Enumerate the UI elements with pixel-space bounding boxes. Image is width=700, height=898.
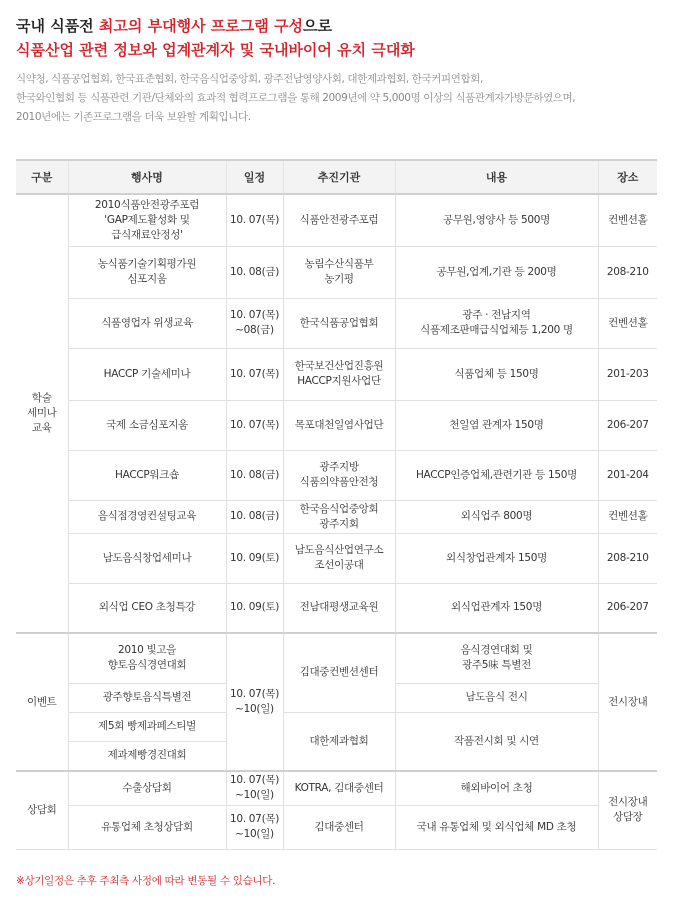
header-organizer: 추진기관	[283, 160, 395, 194]
header-venue: 장소	[598, 160, 657, 194]
table-row	[16, 450, 657, 500]
schedule-notice: ※상기일정은 추후 주최측 사정에 따라 변동될 수 있습니다.	[16, 875, 276, 887]
event-venue: 208-210	[598, 533, 657, 583]
event-venue: 206-207	[598, 583, 657, 633]
category-academic: 학술 세미나 교육	[16, 194, 68, 633]
event-name: 음식점경영컨설팅교육	[68, 500, 226, 533]
event-date: 10. 07(목)	[226, 348, 283, 400]
event-date: 10. 07(목)	[226, 194, 283, 246]
event-organizer: 김대중센터	[283, 805, 395, 849]
event-date: 10. 08(금)	[226, 500, 283, 533]
event-date: 10. 09(토)	[226, 533, 283, 583]
event-venue: 전시장내	[598, 633, 657, 771]
table-row	[16, 400, 657, 450]
event-name: 제과제빵경진대회	[68, 741, 226, 771]
table-row	[16, 633, 657, 683]
event-organizer: 한국식품공업협회	[283, 298, 395, 348]
table-row	[16, 533, 657, 583]
header-category: 구분	[16, 160, 68, 194]
event-content: 식품업체 등 150명	[395, 348, 598, 400]
event-organizer: 대한제과협회	[283, 712, 395, 771]
event-date: 10. 07(목) ~10(일)	[226, 805, 283, 849]
table-row	[16, 583, 657, 633]
event-content: 음식경연대회 및 광주5味 특별전	[395, 633, 598, 683]
table-row	[16, 712, 657, 741]
event-name: 제5회 빵제과페스티벌	[68, 712, 226, 741]
header-date: 일정	[226, 160, 283, 194]
event-content: 국내 유통업체 및 외식업체 MD 초청	[395, 805, 598, 849]
category-event: 이벤트	[16, 633, 68, 771]
event-name: 남도음식창업세미나	[68, 533, 226, 583]
event-organizer: 한국음식업중앙회 광주지회	[283, 500, 395, 533]
event-venue: 전시장내 상담장	[598, 771, 657, 849]
event-organizer: 남도음식산업연구소 조선이공대	[283, 533, 395, 583]
description-line: 식약청, 식품공업협회, 한국표준협회, 한국음식업중앙회, 광주전남영양사회, 대한제과협회, 한국커피연합회,	[16, 73, 483, 85]
description-line: 2010년에는 기존프로그램을 더욱 보완할 계획입니다.	[16, 111, 251, 123]
table-row	[16, 348, 657, 400]
header-content: 내용	[395, 160, 598, 194]
event-content: HACCP인증업체,관련기관 등 150명	[395, 450, 598, 500]
event-name: 유통업체 초청상담회	[68, 805, 226, 849]
headline-line-2: 식품산업 관련 정보와 업계관계자 및 국내바이어 유치 극대화	[16, 41, 415, 59]
event-content: 외식창업관계자 150명	[395, 533, 598, 583]
event-venue: 201-203	[598, 348, 657, 400]
event-name: 광주향토음식특별전	[68, 683, 226, 712]
event-date: 10. 08(금)	[226, 450, 283, 500]
description-line: 한국와인협회 등 식품관련 기관/단체와의 효과적 협력프로그램을 통해 2009년에 약 5,000명 이상의 식품관계자가방문하였으며,	[16, 92, 576, 104]
headline-line-1	[16, 14, 415, 38]
event-date: 10. 07(목) ~08(금)	[226, 298, 283, 348]
event-name: 2010 빛고을 향토음식경연대회	[68, 633, 226, 683]
event-content: 외식업관계자 150명	[395, 583, 598, 633]
event-venue: 컨벤션홀	[598, 500, 657, 533]
event-name: 2010식품안전광주포럼 'GAP제도활성화 및 급식재료안정성'	[68, 194, 226, 246]
event-content: 공무원,업계,기관 등 200명	[395, 246, 598, 298]
event-content: 광주 · 전남지역 식품제조판매급식업체등 1,200 명	[395, 298, 598, 348]
table-row	[16, 194, 657, 246]
event-content: 남도음식 전시	[395, 683, 598, 712]
event-date: 10. 08(금)	[226, 246, 283, 298]
event-name: 국제 소금심포지움	[68, 400, 226, 450]
event-organizer: 전남대평생교육원	[283, 583, 395, 633]
event-content: 외식업주 800명	[395, 500, 598, 533]
table-row	[16, 805, 657, 849]
event-organizer: 한국보건산업진흥원 HACCP지원사업단	[283, 348, 395, 400]
event-organizer: 목포대천일염사업단	[283, 400, 395, 450]
event-organizer: 김대중컨벤션센터	[283, 633, 395, 712]
event-content: 작품전시회 및 시연	[395, 712, 598, 771]
event-name: 수출상담회	[68, 771, 226, 805]
event-name: 농식품기술기획평가원 심포지움	[68, 246, 226, 298]
event-name: HACCP워크숍	[68, 450, 226, 500]
event-venue: 컨벤션홀	[598, 194, 657, 246]
event-name: 외식업 CEO 초청특강	[68, 583, 226, 633]
header-event-name: 행사명	[68, 160, 226, 194]
event-organizer: 식품안전광주포럼	[283, 194, 395, 246]
description	[16, 70, 686, 127]
event-date: 10. 07(목) ~10(일)	[226, 771, 283, 805]
event-venue: 208-210	[598, 246, 657, 298]
event-content: 천일염 관계자 150명	[395, 400, 598, 450]
event-date: 10. 07(목) ~10(일)	[226, 633, 283, 771]
category-business: 상담회	[16, 771, 68, 849]
event-venue: 206-207	[598, 400, 657, 450]
event-organizer: 농림수산식품부 농기평	[283, 246, 395, 298]
event-content: 해외바이어 초청	[395, 771, 598, 805]
event-date: 10. 09(토)	[226, 583, 283, 633]
table-row	[16, 771, 657, 805]
headline-suffix: 으로	[302, 17, 332, 35]
event-name: HACCP 기술세미나	[68, 348, 226, 400]
event-venue: 컨벤션홀	[598, 298, 657, 348]
event-name: 식품영업자 위생교육	[68, 298, 226, 348]
headline-prefix: 국내 식품전	[16, 17, 99, 35]
event-content: 공무원,영양사 등 500명	[395, 194, 598, 246]
schedule-table	[16, 159, 657, 850]
event-venue: 201-204	[598, 450, 657, 500]
page-headline	[16, 14, 415, 62]
event-organizer: 광주지방 식품의약품안전청	[283, 450, 395, 500]
event-date: 10. 07(목)	[226, 400, 283, 450]
table-row	[16, 298, 657, 348]
headline-highlight: 최고의 부대행사 프로그램 구성	[98, 17, 303, 35]
table-header-row	[16, 160, 657, 194]
table-row	[16, 500, 657, 533]
table-row	[16, 246, 657, 298]
event-organizer: KOTRA, 김대중센터	[283, 771, 395, 805]
